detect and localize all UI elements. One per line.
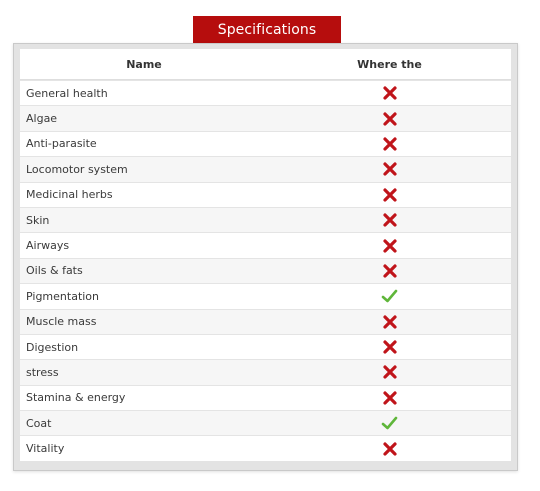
row-name: Algae — [26, 112, 58, 126]
row-value — [268, 263, 511, 279]
table-row — [20, 131, 511, 156]
cross-icon — [382, 390, 398, 406]
row-value — [268, 85, 511, 101]
row-name: Anti-parasite — [26, 137, 97, 151]
cross-icon — [382, 238, 398, 254]
table-row — [20, 182, 511, 207]
row-name: Locomotor system — [26, 162, 128, 176]
row-name: Airways — [26, 239, 70, 253]
row-name: Digestion — [26, 340, 79, 354]
row-name: Medicinal herbs — [26, 188, 113, 202]
row-name: Skin — [26, 213, 50, 227]
row-value — [268, 339, 511, 355]
table-row — [20, 410, 511, 435]
cross-icon — [382, 212, 398, 228]
row-name: Stamina & energy — [26, 391, 126, 405]
row-value — [268, 314, 511, 330]
cross-icon — [382, 136, 398, 152]
cross-icon — [382, 364, 398, 380]
cross-icon — [382, 85, 398, 101]
table-row — [20, 80, 511, 105]
row-name: stress — [26, 365, 59, 379]
table-row — [20, 309, 511, 334]
table-row — [20, 105, 511, 130]
row-value — [268, 390, 511, 406]
row-value — [268, 161, 511, 177]
table-body — [20, 80, 511, 461]
specifications-tab[interactable]: Specifications — [193, 16, 341, 44]
cross-icon — [382, 441, 398, 457]
row-value — [268, 238, 511, 254]
check-icon — [381, 288, 398, 304]
cross-icon — [382, 314, 398, 330]
row-value — [268, 441, 511, 457]
cross-icon — [382, 111, 398, 127]
cross-icon — [382, 161, 398, 177]
row-value — [268, 364, 511, 380]
row-value — [268, 187, 511, 203]
row-name: Oils & fats — [26, 264, 83, 278]
table-row — [20, 232, 511, 257]
cross-icon — [382, 187, 398, 203]
specifications-panel — [13, 43, 518, 471]
row-name: General health — [26, 86, 108, 100]
row-name: Coat — [26, 416, 52, 430]
table-row — [20, 283, 511, 308]
table-row — [20, 359, 511, 384]
row-name: Vitality — [26, 442, 65, 456]
table-row — [20, 334, 511, 359]
table-row — [20, 435, 511, 460]
table-row — [20, 385, 511, 410]
specifications-table — [20, 49, 511, 461]
table-row — [20, 207, 511, 232]
cross-icon — [382, 263, 398, 279]
row-value — [268, 415, 511, 431]
row-name: Pigmentation — [26, 289, 100, 303]
check-icon — [381, 415, 398, 431]
table-header — [20, 49, 511, 80]
table-row — [20, 258, 511, 283]
row-name: Muscle mass — [26, 315, 97, 329]
row-value — [268, 288, 511, 304]
column-header-name: Name — [126, 57, 162, 71]
column-header-where: Where the — [357, 57, 422, 71]
cross-icon — [382, 339, 398, 355]
row-value — [268, 212, 511, 228]
row-value — [268, 111, 511, 127]
table-row — [20, 156, 511, 181]
row-value — [268, 136, 511, 152]
